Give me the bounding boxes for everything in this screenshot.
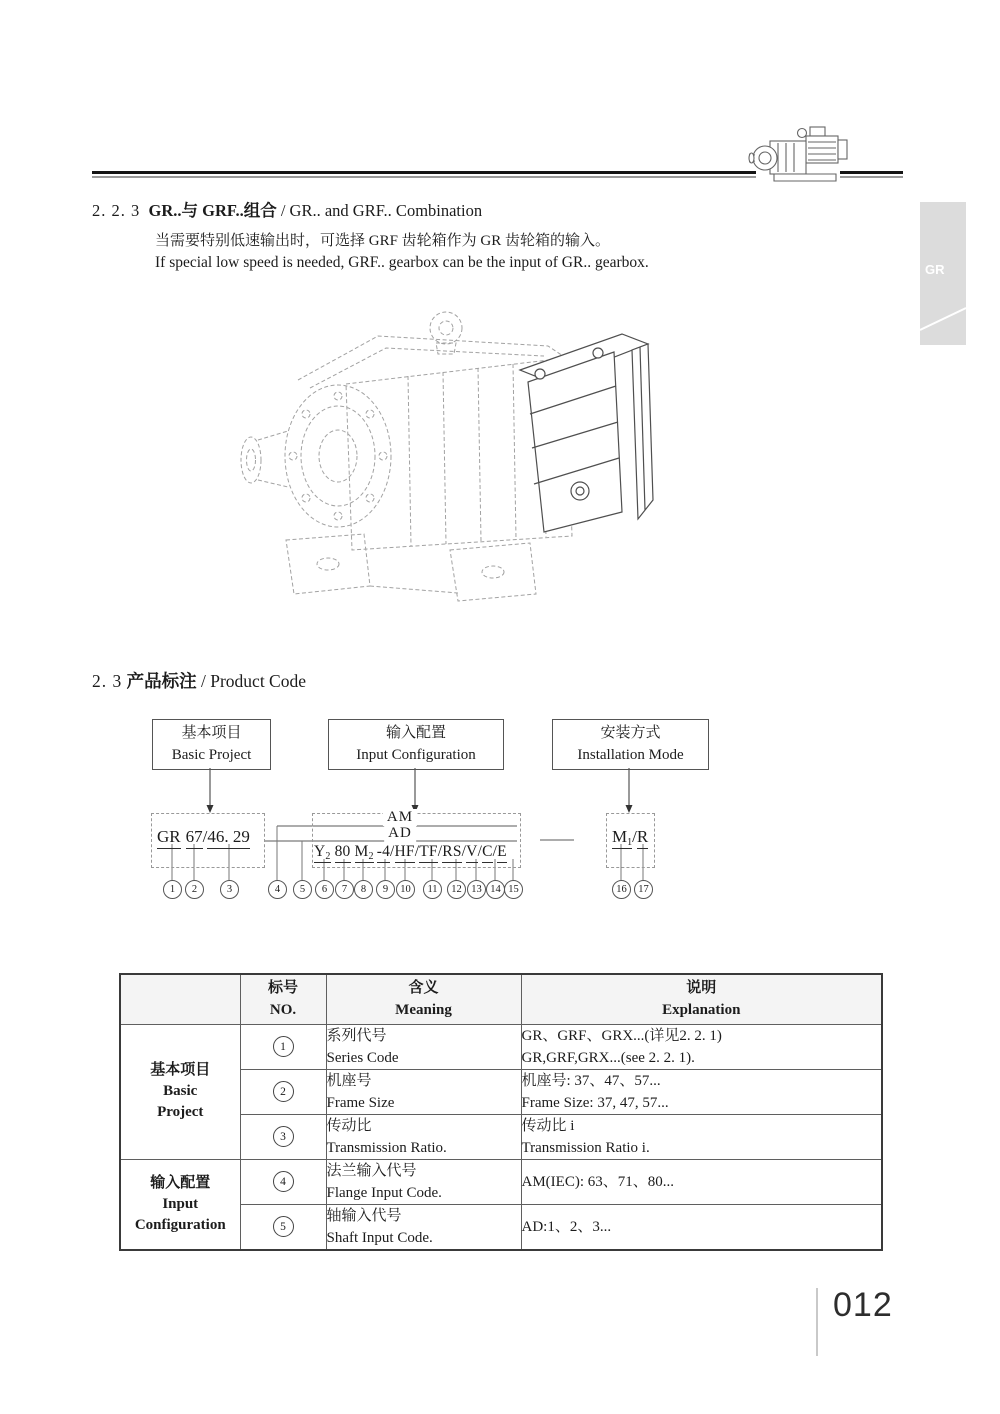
row-explanation: 传动比 i Transmission Ratio i. (521, 1114, 882, 1159)
flow-box-label-en: Installation Mode (577, 746, 684, 763)
slash: / (390, 843, 395, 860)
header-no: 标号 NO. (240, 974, 326, 1024)
row-meaning: 传动比 Transmission Ratio. (326, 1114, 521, 1159)
circled-number-2: 2 (185, 880, 204, 899)
hf-token: HF (395, 843, 415, 863)
slash: / (477, 843, 483, 860)
combination-body-en: If special low speed is needed, GRF.. gearbox can be the input of GR.. gearbox. (155, 254, 649, 271)
diagram-connector-lines (0, 700, 1000, 910)
row-no: 3 (240, 1114, 326, 1159)
header-rule-left-thin (92, 176, 756, 178)
circled-number-7: 7 (335, 880, 354, 899)
circled-number-5: 5 (293, 880, 312, 899)
section-2-3-heading (92, 668, 306, 693)
side-tab-label: GR (925, 262, 945, 277)
motor-type-token: $Y_2$ (314, 843, 331, 862)
slash: / (492, 843, 498, 860)
circled-number-12: 12 (447, 880, 466, 899)
section-2-2-3-heading (92, 197, 482, 221)
pole-token: -4 (377, 843, 390, 863)
group-basic-project: 基本项目 Basic Project (120, 1024, 240, 1159)
input-code-text (314, 843, 507, 863)
flow-box-label-en: Input Configuration (356, 746, 476, 763)
side-tab (920, 202, 966, 345)
flow-box-label-cn: 输入配置 (385, 724, 446, 741)
side-tab-stripe (920, 202, 966, 345)
row-no: 4 (240, 1159, 326, 1204)
circled-number-14: 14 (486, 880, 505, 899)
page-number-rule (816, 1288, 818, 1356)
circled-number-15: 15 (504, 880, 523, 899)
row-no: 1 (240, 1024, 326, 1069)
table-header-row (120, 974, 882, 1024)
circled-number-11: 11 (423, 880, 442, 899)
rs-token: RS (442, 843, 461, 863)
circled-number-16: 16 (612, 880, 631, 899)
circled-number-17: 17 (634, 880, 653, 899)
m1-token: $M_1$ (612, 827, 633, 848)
row-meaning: 法兰输入代号 Flange Input Code. (326, 1159, 521, 1204)
section-number: 2. 2. 3 (92, 201, 141, 220)
row-no: 2 (240, 1069, 326, 1114)
row-meaning: 轴输入代号 Shaft Input Code. (326, 1204, 521, 1250)
header-explanation: 说明 Explanation (521, 974, 882, 1024)
slash: / (632, 827, 637, 846)
slash: / (461, 843, 467, 860)
circled-number-8: 8 (354, 880, 373, 899)
header-rule-left-thick (92, 171, 756, 174)
am-label: AM (383, 809, 417, 826)
flow-box-label-cn: 基本项目 (181, 724, 242, 741)
tf-token: TF (419, 843, 438, 863)
section-number: 2. 3 (92, 671, 123, 691)
flow-box-label-cn: 安装方式 (600, 724, 661, 741)
row-no: 5 (240, 1204, 326, 1250)
ratio-token: 46. 29 (207, 827, 250, 849)
section-title-cn: GR..与 GRF..组合 (148, 201, 277, 220)
series-code-token: GR (157, 827, 181, 849)
product-code-table (119, 973, 883, 1251)
row-explanation: AD:1、2、3... (521, 1204, 882, 1250)
table-row (120, 1159, 882, 1204)
slash: / (202, 827, 208, 846)
header-meaning: 含义 Meaning (326, 974, 521, 1024)
section-title-cn: 产品标注 (126, 671, 197, 691)
circled-number-1: 1 (163, 880, 182, 899)
page-number: 012 (833, 1286, 893, 1324)
row-meaning: 系列代号 Series Code (326, 1024, 521, 1069)
combination-body-cn: 当需要特别低速输出时，可选择 GRF 齿轮箱作为 GR 齿轮箱的输入。 (155, 233, 611, 249)
gearbox-technical-drawing (228, 288, 683, 623)
v-token: V (466, 843, 477, 863)
gearmotor-icon (748, 124, 858, 188)
table-row (120, 1024, 882, 1069)
c-token: C (482, 843, 493, 863)
motor-series-token: $M_2$ (354, 843, 374, 862)
e-token: E (497, 843, 507, 863)
flow-box-label-en: Basic Project (171, 746, 252, 763)
circled-number-3: 3 (220, 880, 239, 899)
row-explanation: 机座号: 37、47、57... Frame Size: 37, 47, 57... (521, 1069, 882, 1114)
row-meaning: 机座号 Frame Size (326, 1069, 521, 1114)
header-empty (120, 974, 240, 1024)
row-explanation: AM(IEC): 63、71、80... (521, 1159, 882, 1204)
circled-number-4: 4 (268, 880, 287, 899)
group-input-configuration: 输入配置 Input Configuration (120, 1159, 240, 1250)
circled-number-13: 13 (467, 880, 486, 899)
frame-size-token: 67 (186, 827, 203, 849)
slash: / (437, 843, 443, 860)
r-token: R (637, 827, 648, 849)
circled-number-9: 9 (376, 880, 395, 899)
ad-label: AD (384, 825, 416, 842)
basic-code-text (157, 827, 250, 849)
mount-code-text (612, 827, 648, 849)
row-explanation: GR、GRF、GRX...(详见2. 2. 1) GR,GRF,GRX...(see 2. 2. 1). (521, 1024, 882, 1069)
motor-frame-token: 80 (335, 843, 351, 863)
circled-number-6: 6 (315, 880, 334, 899)
circled-number-10: 10 (396, 880, 415, 899)
slash: / (414, 843, 420, 860)
section-title-en: / GR.. and GRF.. Combination (280, 201, 483, 220)
section-title-en: / Product Code (201, 671, 306, 691)
